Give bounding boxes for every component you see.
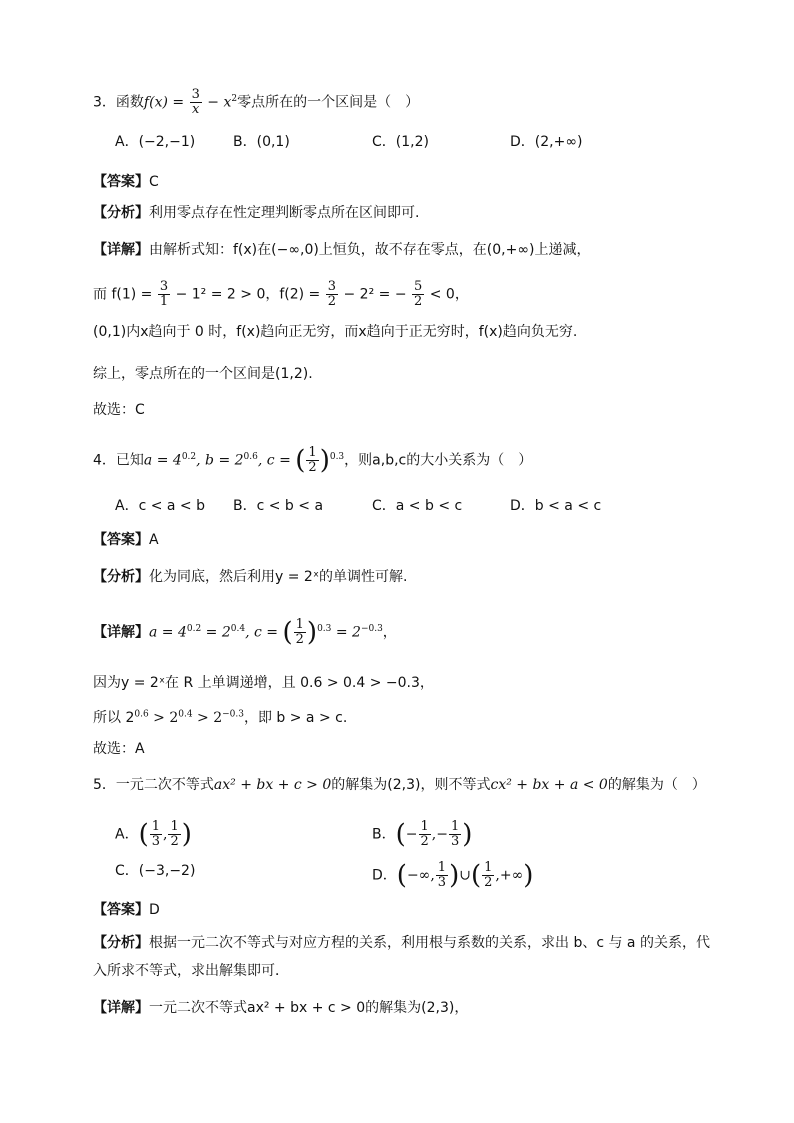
q5-stem: 5．一元二次不等式ax² + bx + c > 0的解集为(2,3)，则不等式cx² + bx + a < 0的解集为（ ） [93, 777, 706, 793]
q5-detail-line-1: 【详解】一元二次不等式ax² + bx + c > 0的解集为(2,3)， [93, 1000, 469, 1016]
q4-choose: 故选：A [93, 741, 145, 757]
q3-detail-line-4: 综上，零点所在的一个区间是(1,2). [93, 366, 313, 382]
q4-analysis: 【分析】化为同底，然后利用y = 2ˣ的单调性可解. [93, 569, 408, 585]
q3-detail-line-1: 【详解】由解析式知：f(x)在(−∞,0)上恒负，故不存在零点，在(0,+∞)上递减， [93, 242, 591, 258]
q3-option-d: D．(2,+∞) [510, 134, 583, 150]
q4-option-a: A．c < a < b [115, 498, 206, 514]
q4-option-b: B．c < b < a [233, 498, 324, 514]
q4-detail-line-2: 因为y = 2ˣ在 R 上单调递增，且 0.6 > 0.4 > −0.3， [93, 675, 434, 691]
q4-detail-line-3: 所以 $2^{0.6} > 2^{0.4} > 2^{-0.3}$，即 b > a > c. [93, 709, 348, 726]
fraction: $\frac{3}{x}$ [191, 87, 200, 117]
q5-option-d: D．(−∞, $\frac{1}{3}$ )∪( $\frac{1}{2}$ ,+∞) [372, 860, 534, 891]
q4-detail-line-1: 【详解】$a = 4^{0.2} = 2^{0.4}$, c = ( $\frac{1}{2}$ )$^{0.3} = 2^{-0.3}$， [93, 617, 397, 648]
q4-option-c: C．a < b < c [372, 498, 463, 514]
q5-option-a: A．( $\frac{1}{3}$ , $\frac{1}{2}$ ) [115, 819, 192, 850]
q3-analysis: 【分析】利用零点存在性定理判断零点所在区间即可. [93, 205, 420, 221]
q3-option-a: A．(−2,−1) [115, 134, 196, 150]
q5-option-c: C．(−3,−2) [115, 863, 196, 879]
q3-stem: 3．函数f(x) = $\frac{3}{x}$ − $x^2$零点所在的一个区间是（ ） [93, 87, 420, 117]
q3-detail-line-2: 而 f(1) = $\frac{3}{1}$ − 1² = 2 > 0，f(2) = $\frac{3}{2}$ − 2² = − $\frac{5}{2}$ < 0， [93, 279, 469, 309]
q3-answer: 【答案】C [93, 174, 159, 190]
q3-option-c: C．(1,2) [372, 134, 429, 150]
q3-option-b: B．(0,1) [233, 134, 290, 150]
q4-stem: 4．已知$a = 4^{0.2}$, $b = 2^{0.6}$, c = ( $\frac{1}{2}$ )$^{0.3}$，则a,b,c的大小关系为（ ） [93, 445, 533, 476]
q5-answer: 【答案】D [93, 902, 160, 918]
q4-answer: 【答案】A [93, 532, 159, 548]
q3-detail-line-3: (0,1)内x趋向于 0 时，f(x)趋向正无穷，而x趋向于正无穷时，f(x)趋向负无穷. [93, 324, 578, 340]
q4-option-d: D．b < a < c [510, 498, 602, 514]
q3-choose: 故选：C [93, 402, 145, 418]
q5-option-b: B．(− $\frac{1}{2}$ ,− $\frac{1}{3}$ ) [372, 819, 473, 850]
q5-analysis-line-1: 【分析】根据一元二次不等式与对应方程的关系，利用根与系数的关系，求出 b、c 与 a 的关系，代 [93, 935, 710, 951]
q5-analysis-line-2: 入所求不等式，求出解集即可． [93, 963, 289, 979]
